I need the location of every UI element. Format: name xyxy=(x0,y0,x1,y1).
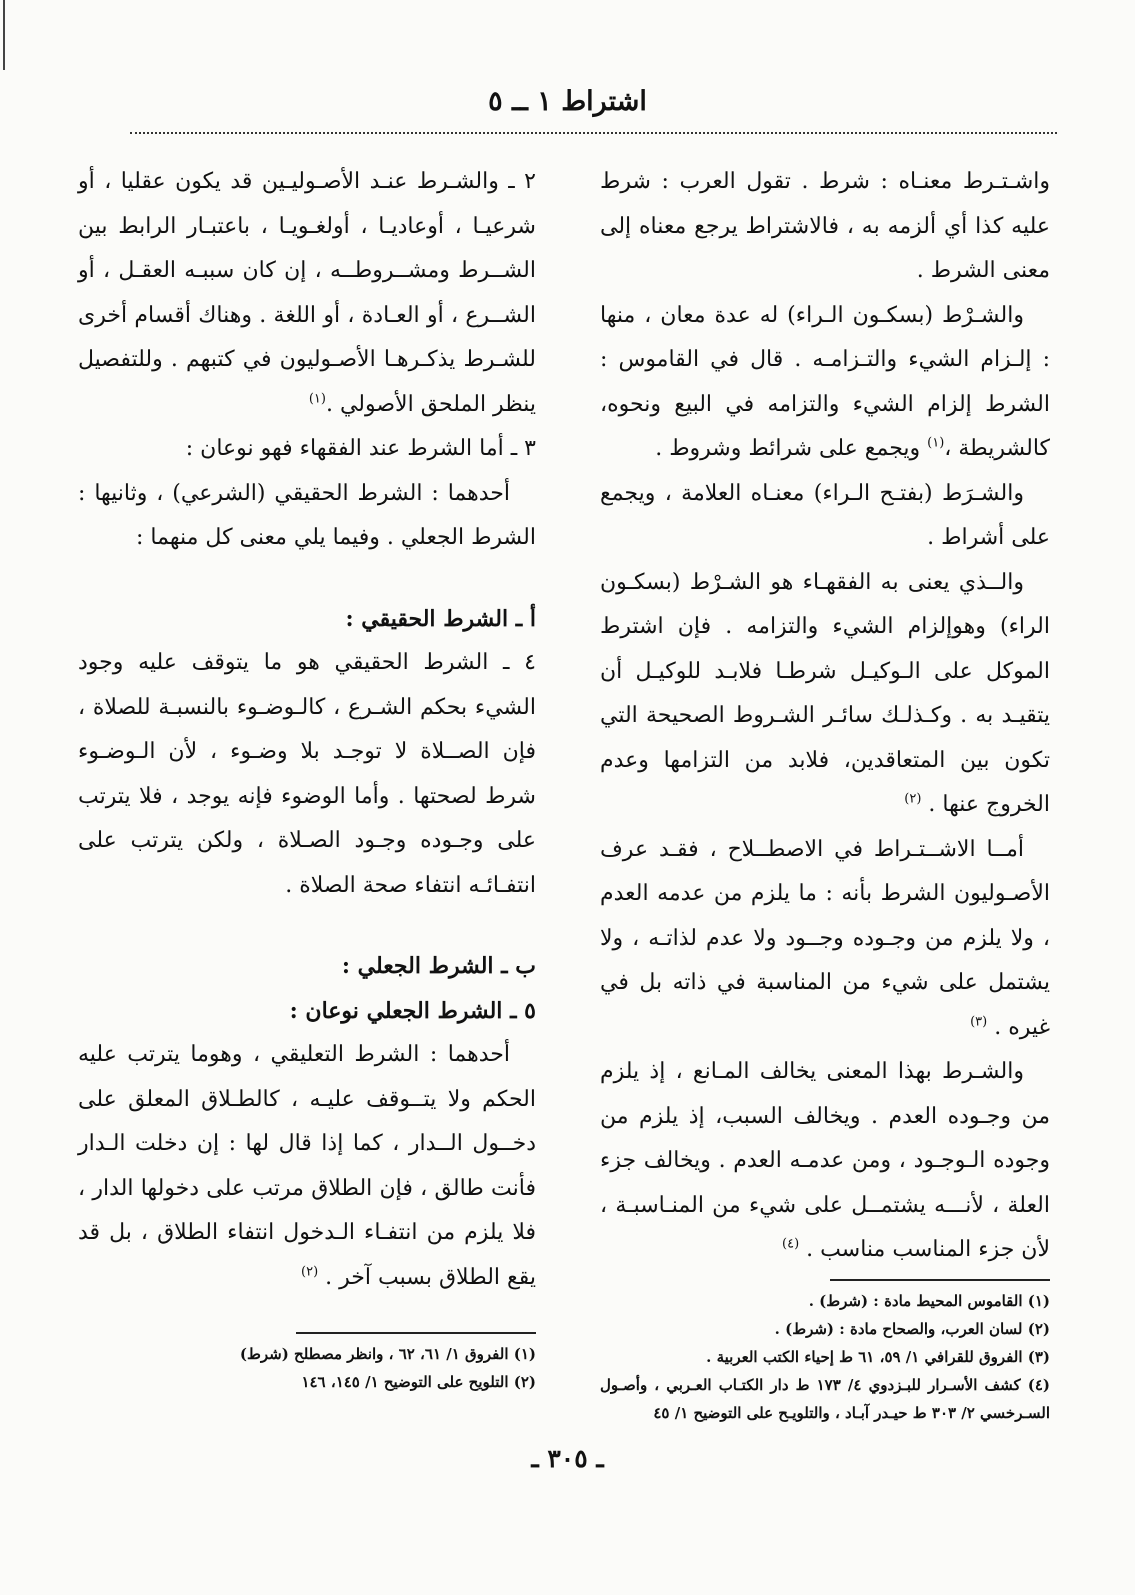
footnote-ref: (١) xyxy=(927,435,945,451)
section-heading: أ ـ الشرط الحقيقي : xyxy=(345,605,536,632)
footnote-ref: (٣) xyxy=(970,1014,988,1030)
section-heading: ب ـ الشرط الجعلي : xyxy=(341,953,536,979)
paragraph: والشـرْط (بسكـون الـراء) له عدة معان ، منها : إلـزام الشيء والتـزامـه . قال في القاموس : الشرط إلزام الشيء والتزامه في البيع ونحوه، كالشريطة ،$^{(١)}$ ويجمع على شرائط وشروط . xyxy=(600,302,1050,461)
footnote-rule xyxy=(296,1332,536,1334)
paragraph: أحدهما : الشرط التعليقي ، وهوما يترتب عليه الحكم ولا يتــوقف عليـه ، كالطـلاق المعلق على دخــول الــدار ، كما إذا قال لها : إن دخلت الـدار فأنت طالق ، فإن الطلاق مرتب على دخولها الدار ، فلا يلزم من انتفـاء الـدخول انتفاء الطلاق ، بل قد يقع الطلاق بسبب آخر . $^{(٢)}$ xyxy=(78,1042,536,1290)
footnote: (٢) التلويح على التوضيح ١/ ١٤٥، ١٤٦ xyxy=(301,1373,536,1391)
footnote-ref: (٤) xyxy=(782,1236,800,1252)
paragraph: أحدهما : الشرط الحقيقي (الشرعي) ، وثانيها : الشرط الجعلي . وفيما يلي معنى كل منهما : xyxy=(78,480,536,550)
section-heading: ٥ ـ الشرط الجعلي نوعان : xyxy=(289,997,536,1024)
paragraph: ٣ ـ أما الشرط عند الفقهاء فهو نوعان : xyxy=(185,436,536,461)
scan-margin-line xyxy=(3,0,5,70)
footnotes xyxy=(600,1287,1050,1427)
footnote: (١) الفروق ١/ ٦١، ٦٢ ، وانظر مصطلح (شرط) xyxy=(239,1345,536,1363)
paragraph: أمــا الاشــتـراط في الاصطــلاح ، فقـد عرف الأصـوليون الشرط بأنه : ما يلزم من عدمه العدم ، ولا يلزم من وجـوده وجــود ولا عدم لذاتـه ، ولا يشتمل على شيء من المناسبة في ذاته بل في غيره . $^{(٣)}$ xyxy=(600,836,1050,1040)
footnote: (٢) لسان العرب، والصحاح مادة : (شرط) . xyxy=(774,1319,1050,1338)
footnote-ref: (٢) xyxy=(904,791,922,807)
paragraph: والشـرَط (بفتـح الـراء) معنـاه العلامة ، ويجمع على أشراط . xyxy=(600,480,1050,550)
paragraph: ٤ ـ الشرط الحقيقي هو ما يتوقف عليه وجود الشيء بحكم الشـرع ، كالـوضـوء بالنسبـة للصلاة ، فإن الصــلاة لا توجـد بلا وضـوء ، لأن الـوضـوء شرط لصحتها . وأما الوضوء فإنه يوجد ، فلا يترتب على وجـوده وجـود الصـلاة ، ولكن يترتب على انتفـائـه انتفاء صحة الصلاة . xyxy=(78,650,536,898)
footnote-ref: (٢) xyxy=(301,1264,319,1280)
footnote-ref: (١) xyxy=(308,391,326,407)
footnotes xyxy=(78,1340,536,1396)
footnote: (١) القاموس المحيط مادة : (شرط) . xyxy=(808,1291,1050,1310)
footnote: (٣) الفروق للقرافي ١/ ٥٩، ٦١ ط إحياء الكتب العربية . xyxy=(706,1347,1050,1366)
right-column xyxy=(600,160,1050,1427)
header-dotted-rule xyxy=(130,132,1057,134)
paragraph: ٢ ـ والشـرط عنـد الأصـوليـين قد يكون عقليا ، أو شرعيـا ، أوعاديـا ، أولغـويـا ، باعتبـار الرابط بين الشــرط ومشــروطــه ، إن كان سببـه العقـل ، أو الشــرع ، أو العـادة ، أو اللغة . وهناك أقسام أخرى للشـرط يذكـرهـا الأصـوليون في كتبهم . وللتفصيل ينظر الملحق الأصولي .$^{(١)}$ xyxy=(78,169,536,417)
page-number: ـ ٣٠٥ ـ xyxy=(531,1444,604,1473)
left-column xyxy=(78,160,536,1300)
paragraph: والشـرط بهذا المعنى يخالف المـانع ، إذ يلزم من وجـوده العدم . ويخالف السبب، إذ يلزم من وجوده الـوجـود ، ومن عدمـه العدم . ويخالف جزء العلة ، لأنـــه يشتمــل على شيء من المنـاسبـة ، لأن جزء المناسب مناسب . $^{(٤)}$ xyxy=(600,1059,1050,1262)
page-header-title: اشتراط ١ ــ ٥ xyxy=(488,86,647,117)
paragraph: واشـتـرط معنـاه : شرط . تقول العرب : شرط عليه كذا أي ألزمه به ، فالاشتراط يرجع معناه إلى معنى الشرط . xyxy=(600,169,1050,283)
footnote-rule xyxy=(830,1279,1050,1281)
footnote: (٤) كشف الأسـرار للبـزدوي ٤/ ١٧٣ ط دار الكتـاب العـربي ، وأصـول السـرخسي ٢/ ٣٠٣ ط حيـدر آبـاد ، والتلويـح على التوضيح ١/ ٤٥ xyxy=(600,1375,1050,1422)
paragraph: والــذي يعنى به الفقهـاء هو الشـرْط (بسكـون الراء) وهوإلزام الشيء والتزامه . فإن اشترط الموكل على الـوكيـل شرطـا فلابـد للوكيـل أن يتقيـد به . وكـذلـك سائـر الشـروط الصحيحة التي تكون بين المتعاقدين، فلابد من التزامها وعدم الخروج عنها . $^{(٢)}$ xyxy=(600,569,1050,817)
left-footnotes-block xyxy=(78,1332,536,1396)
